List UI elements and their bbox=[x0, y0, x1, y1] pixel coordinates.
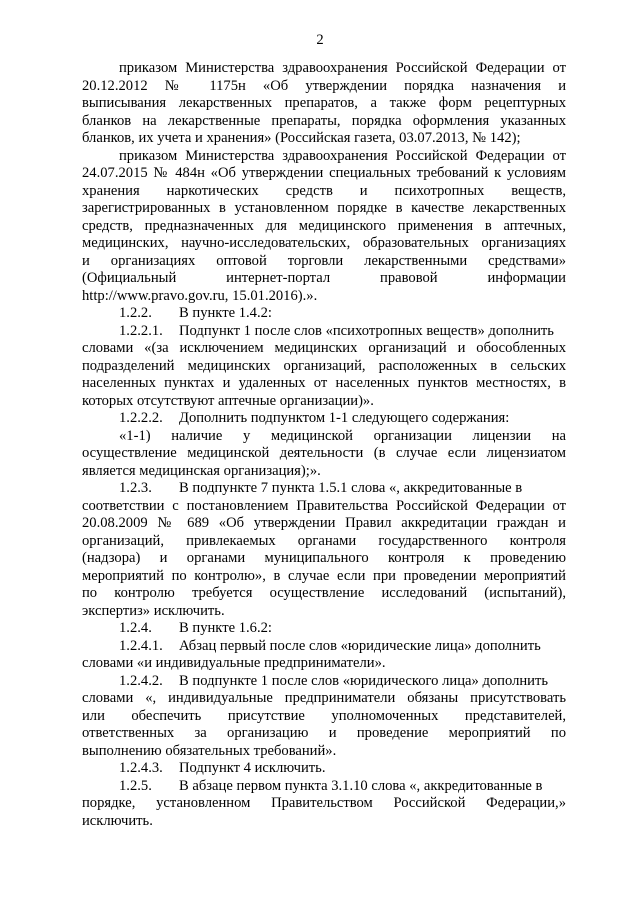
text-line: словами «, индивидуальные предприниматели обязаны присутствовать bbox=[82, 690, 566, 706]
text-line: или обеспечить присутствие уполномоченных представителей, bbox=[82, 707, 566, 724]
text-line: которых отсутствуют аптечные организации)». bbox=[82, 392, 374, 409]
text-line: В подпункте 7 пункта 1.5.1 слова «, аккредитованные в bbox=[179, 480, 523, 496]
text-line: В абзаце первом пункта 3.1.10 слова «, аккредитованные в bbox=[179, 777, 543, 794]
clause-number: 1.2.2.1. bbox=[119, 322, 163, 339]
text-line: осуществление медицинской деятельности (в случае если лицензиатом bbox=[82, 445, 566, 461]
clause-number: 1.2.4.3. bbox=[119, 760, 163, 776]
clause bbox=[82, 620, 566, 638]
text-line: экспертиз» исключить. bbox=[82, 602, 225, 619]
text-line: Подпункт 1 после слов «психотропных веществ» дополнить bbox=[179, 322, 554, 339]
text-line: приказом Министерства здравоохранения Российской Федерации от bbox=[119, 147, 566, 164]
clause-number: 1.2.2. bbox=[119, 305, 152, 321]
clause bbox=[82, 760, 566, 778]
text-line: организаций, привлекаемых органами государственного контроля bbox=[82, 532, 566, 549]
text-line: словами «и индивидуальные предприниматели». bbox=[82, 655, 386, 671]
clause-number: 1.2.4. bbox=[119, 620, 152, 636]
clause bbox=[82, 323, 566, 341]
clause bbox=[82, 410, 566, 428]
clause-number: 1.2.4.1. bbox=[119, 637, 163, 654]
text-line: (надзора) и органами муниципального контроля к проведению bbox=[82, 550, 566, 566]
clause bbox=[82, 638, 566, 656]
text-line: Абзац первый после слов «юридические лица» дополнить bbox=[179, 637, 541, 654]
clause-number: 1.2.4.2. bbox=[119, 672, 163, 689]
text-line: населенных пунктах и удаленных от населенных пунктов местностях, в bbox=[82, 375, 566, 391]
text-line: зарегистрированных в установленном порядке в качестве лекарственных bbox=[82, 200, 566, 216]
clause bbox=[82, 480, 566, 498]
clause-number: 1.2.2.2. bbox=[119, 410, 163, 426]
page-number: 2 bbox=[316, 32, 324, 48]
clause bbox=[82, 305, 566, 323]
text-line: мероприятий по контролю», в случае если при проведении мероприятий bbox=[82, 567, 566, 584]
clause-number: 1.2.3. bbox=[119, 480, 152, 496]
text-line: подразделений медицинских организаций, расположенных в сельских bbox=[82, 357, 566, 374]
text-line: (Официальный интернет-портал правовой информации bbox=[82, 270, 566, 286]
text-line: 20.12.2012 № 1175н «Об утверждении порядка назначения и bbox=[82, 77, 566, 94]
text-line: В пункте 1.6.2: bbox=[179, 620, 272, 636]
text-line: «1-1) наличие у медицинской организации лицензии на bbox=[119, 427, 566, 444]
text-line: приказом Министерства здравоохранения Российской Федерации от bbox=[119, 60, 566, 76]
text-line: выполнению обязательных требований». bbox=[82, 742, 337, 759]
clause bbox=[82, 673, 566, 691]
text-line: Дополнить подпунктом 1-1 следующего содержания: bbox=[179, 410, 510, 426]
text-line: выписывания лекарственных препаратов, а также форм рецептурных bbox=[82, 95, 566, 111]
document-body bbox=[82, 60, 566, 830]
text-line: является медицинская организация);». bbox=[82, 462, 321, 479]
text-line: ответственных за организацию и проведение мероприятий по bbox=[82, 725, 566, 741]
text-line: В подпункте 1 после слов «юридического лица» дополнить bbox=[179, 672, 549, 689]
text-line: медицинских, научно-исследовательских, образовательных организациях bbox=[82, 235, 566, 251]
text-line: хранения наркотических средств и психотропных веществ, bbox=[82, 182, 566, 199]
text-line: 24.07.2015 № 484н «Об утверждении специальных требований к условиям bbox=[82, 165, 566, 181]
text-line: средств, предназначенных для медицинского применения в аптечных, bbox=[82, 217, 566, 234]
text-line: В пункте 1.4.2: bbox=[179, 305, 272, 321]
text-line: 20.08.2009 № 689 «Об утверждении Правил аккредитации граждан и bbox=[82, 515, 566, 531]
text-line: по контролю требуется осуществление исследований (испытаний), bbox=[82, 585, 566, 601]
text-line: http://www.pravo.gov.ru, 15.01.2016).». bbox=[82, 287, 318, 304]
clause bbox=[82, 778, 566, 796]
text-line: словами «(за исключением медицинских организаций и обособленных bbox=[82, 340, 566, 356]
clause-number: 1.2.5. bbox=[119, 777, 152, 794]
text-line: и организациях оптовой торговли лекарственными средствами» bbox=[82, 252, 566, 269]
text-line: Подпункт 4 исключить. bbox=[179, 760, 326, 776]
text-line: бланков, их учета и хранения» (Российская газета, 03.07.2013, № 142); bbox=[82, 130, 521, 146]
text-line: бланков на лекарственные препараты, порядка оформления указанных bbox=[82, 112, 566, 129]
text-line: соответствии с постановлением Правительства Российской Федерации от bbox=[82, 497, 566, 514]
text-line: порядке, установленном Правительством Российской Федерации,» bbox=[82, 795, 566, 811]
text-line: исключить. bbox=[82, 812, 153, 829]
